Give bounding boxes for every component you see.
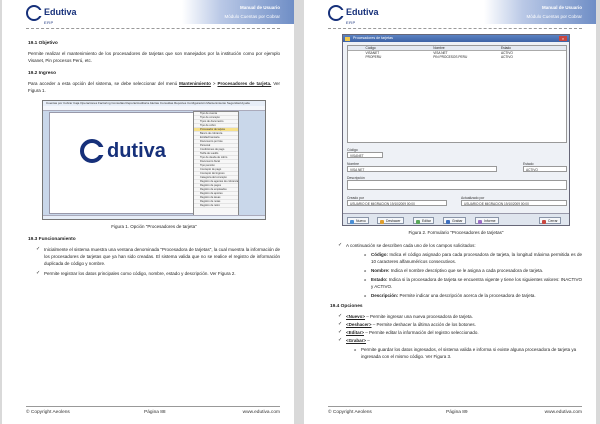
- left-content: [28, 40, 280, 280]
- footer-copyright: © Copyright Aeolens: [26, 410, 70, 415]
- list-item: [364, 276, 582, 290]
- form-button-bar: [343, 213, 569, 225]
- option-description: – Permite ingresar una nueva procesadora de tarjeta.: [365, 314, 473, 319]
- header-band: [182, 0, 294, 24]
- editar-label: Editar: [422, 219, 431, 223]
- edit-icon: [416, 220, 420, 224]
- field-description: Indica el código asignado para cada procesadora de tarjeta, la longitud máxima permitida es de 10 caracteres alfanuméricos consecutivos.: [371, 252, 582, 264]
- actualizado-field: USUARIO DE MIGRACION 19/10/2009 00:00: [461, 200, 567, 206]
- descripcion-field[interactable]: [347, 180, 567, 190]
- option-description: – Permite editar la información del registro seleccionado.: [364, 330, 479, 335]
- cerrar-label: Cerrar: [548, 219, 558, 223]
- menu-item[interactable]: Documento fiscal: [194, 160, 238, 164]
- grid-col-codigo[interactable]: Código: [365, 46, 376, 50]
- footer-website: www.edutiva.com: [242, 410, 280, 415]
- list-item: [338, 313, 582, 320]
- menu-item[interactable]: Personal: [194, 144, 238, 148]
- option-name: <Deshacer>: [346, 322, 372, 327]
- header-title: Manual de Usuario: [541, 5, 582, 10]
- menu-item[interactable]: Tipos de documento: [194, 120, 238, 124]
- field-description: Indica el nombre descriptivo que se le asigna a cada procesadora de tarjeta.: [389, 268, 544, 273]
- processors-grid[interactable]: [347, 45, 567, 143]
- nombre-field[interactable]: VISA NET: [347, 166, 497, 172]
- figure-1-screenshot: [42, 100, 266, 220]
- page-header: [304, 0, 596, 24]
- list-item: ✓ Permite registrar los datos principales como código, nombre, estado y descripción. Ver Figura 2.: [36, 270, 280, 277]
- field-name: Código:: [371, 252, 388, 257]
- cell-codigo: PROPERU: [365, 55, 382, 59]
- logo-subtext: ERP: [346, 19, 356, 25]
- option-name: <Editar>: [346, 330, 365, 335]
- objetivo-text: Permite realizar el mantenimiento de los procesadores de tarjetas que son manejados por la institución como por ejemplo Visanet, Pin procesos Perú, etc.: [28, 51, 280, 63]
- menu-item[interactable]: Registro de pagos: [194, 184, 238, 188]
- mantenimiento-dropdown: [193, 111, 239, 219]
- menu-link-mantenimiento[interactable]: Mantenimiento: [179, 81, 211, 86]
- editar-button[interactable]: [413, 217, 434, 224]
- menu-item[interactable]: Condiciones de pago: [194, 148, 238, 152]
- menu-item[interactable]: Entidad bancaria: [194, 136, 238, 140]
- nuevo-label: Nuevo: [356, 219, 366, 223]
- list-item: [364, 292, 582, 299]
- option-name: <Grabar>: [346, 338, 367, 343]
- menu-item[interactable]: Documento por lote: [194, 140, 238, 144]
- save-icon: [446, 220, 450, 224]
- ingreso-text: [28, 80, 280, 94]
- campos-intro: [338, 242, 582, 299]
- header-rule: [328, 28, 582, 29]
- logo-text: Edutiva: [44, 6, 77, 17]
- menu-item[interactable]: Tipo de deuda de cobro: [194, 156, 238, 160]
- logo-mark-icon: [26, 5, 42, 21]
- list-item: [338, 329, 582, 336]
- menu-item[interactable]: Concepto del ingreso: [194, 172, 238, 176]
- row-indicator: [348, 55, 366, 60]
- cell-nombre: PIN PROCESOS PERU: [433, 55, 468, 59]
- header-subtitle: Módulo Cuentas por Cobrar: [526, 14, 582, 19]
- label-codigo: Código: [347, 148, 358, 152]
- grid-col-select: [348, 46, 366, 50]
- table-row[interactable]: [348, 55, 566, 60]
- menu-item[interactable]: Concepto de pago: [194, 168, 238, 172]
- section-title-ingreso: 19.2 Ingreso: [28, 71, 56, 76]
- header-title: Manual de Usuario: [239, 5, 280, 10]
- app-logo-mark-icon: [80, 139, 104, 163]
- list-item: [338, 321, 582, 328]
- ingreso-text-a: Para acceder a esta opción del sistema, se debe seleccionar del menú: [28, 81, 180, 86]
- cell-nombre: VISA NET: [433, 50, 448, 55]
- grabar-sublist: [354, 346, 582, 360]
- app-logo-text: dutiva: [107, 139, 166, 162]
- estado-select[interactable]: ACTIVO: [523, 166, 567, 172]
- field-name: Nombre:: [371, 268, 390, 273]
- option-description: – Permite deshacer la última acción de los botones.: [371, 322, 476, 327]
- close-icon[interactable]: ×: [559, 36, 567, 41]
- list-item: [364, 267, 582, 274]
- label-actualizado: Actualizado por: [461, 196, 485, 200]
- form-window-icon: [345, 37, 350, 41]
- menu-item[interactable]: Banco de cobranza: [194, 132, 238, 136]
- ingreso-text-b: Ver Figura 1.: [28, 81, 280, 93]
- codigo-field[interactable]: VISANET: [347, 152, 383, 158]
- section-title-opciones: 19.4 Opciones: [330, 304, 363, 309]
- page-footer: [26, 406, 280, 416]
- menu-item[interactable]: Registro de áreas: [194, 196, 238, 200]
- close-icon: [542, 220, 546, 224]
- menu-link-procesadores[interactable]: Procesadores de tarjeta.: [217, 81, 272, 86]
- logo-text: Edutiva: [346, 6, 379, 17]
- informe-label: Informe: [484, 219, 496, 223]
- menu-item[interactable]: Categoría del concepto: [194, 176, 238, 180]
- cell-estado: ACTIVO: [500, 55, 513, 59]
- figure-2-caption: Figura 2. Formulario "Procesadores de tarjetas": [408, 230, 504, 235]
- new-icon: [350, 220, 354, 224]
- logo-subtext: ERP: [44, 19, 54, 25]
- option-description: –: [366, 338, 370, 343]
- form-title: Procesadores de tarjetas: [353, 36, 393, 40]
- field-description: Indica si la procesadora de tarjeta se encuentra vigente y tiene los siguientes valores: INACTIVO y ACTIVO.: [371, 277, 582, 289]
- menu-sep: >: [210, 81, 218, 86]
- field-name: Descripción:: [371, 293, 399, 298]
- grabar-label: Grabar: [452, 219, 463, 223]
- menu-item[interactable]: Procesador de tarjeta: [194, 128, 238, 132]
- menu-item[interactable]: Registro de aportes: [194, 192, 238, 196]
- menu-item[interactable]: Registro de agentes de cobranza: [194, 180, 238, 184]
- undo-icon: [380, 220, 384, 224]
- footer-copyright: © Copyright Aeolens: [328, 410, 372, 415]
- app-menubar: Cuentas por Cobrar Caja Operaciones Factoring Consultas Reporte/Auditoría Alertas Consultas Reportes Configuración Mantenimiento Seguridad Ayuda: [43, 101, 265, 106]
- opciones-list: [338, 313, 582, 344]
- field-description: Permite indicar una descripción acerca de la procesadora de tarjeta.: [398, 293, 536, 298]
- campos-list: [338, 242, 582, 299]
- cell-estado: ACTIVO: [500, 50, 513, 55]
- page-right: [304, 0, 596, 424]
- menu-item[interactable]: Tipo de cobro: [194, 124, 238, 128]
- right-content: [330, 34, 582, 362]
- app-main-window: [49, 112, 199, 214]
- grid-col-nombre[interactable]: Nombre: [433, 46, 445, 50]
- form-titlebar: [343, 35, 569, 42]
- menu-item[interactable]: Registro de empleados: [194, 188, 238, 192]
- logo-mark-icon: [328, 5, 344, 21]
- figure-2-form: [342, 34, 570, 226]
- section-title-funcionamiento: 19.3 Funcionamiento: [28, 237, 76, 242]
- deshacer-button[interactable]: [377, 217, 404, 224]
- menu-item[interactable]: Tipo de concepto: [194, 116, 238, 120]
- header-subtitle: Módulo Cuentas por Cobrar: [224, 14, 280, 19]
- header-band: [484, 0, 596, 24]
- list-item: [364, 251, 582, 265]
- deshacer-label: Deshacer: [386, 219, 401, 223]
- menu-item[interactable]: Registro de notas: [194, 200, 238, 204]
- list-item: ✓ Inicialmente el sistema muestra una ventana denominada "Procesadora de tarjetas", la cual muestra la información de los procesadores de tarjetas que ya han sido creadas. El sistema valida que no se realice el registro de información duplicada de código y nombre.: [36, 246, 280, 267]
- page-footer: [328, 406, 582, 416]
- footer-page-number: Página 89: [446, 410, 468, 415]
- menu-item[interactable]: Tipo de cuenta: [194, 112, 238, 116]
- edutiva-logo: [328, 3, 379, 23]
- app-statusbar: [43, 215, 265, 219]
- grabar-description: o Permite guardar los datos ingresados, el sistema valida e informa si existe alguna procesadora de tarjeta ya ingresada con el mismo código. Ver Figura 3.: [354, 346, 582, 360]
- footer-website: www.edutiva.com: [544, 410, 582, 415]
- footer-page-number: Página 88: [144, 410, 166, 415]
- figure-1-caption: Figura 1. Opción "Procesadores de tarjeta": [111, 224, 197, 229]
- campos-intro-text: A continuación se describen cada uno de los campos solicitados:: [346, 243, 476, 248]
- cerrar-button[interactable]: [539, 217, 561, 224]
- section-title-objetivo: 19.1 Objetivo: [28, 41, 58, 46]
- edutiva-logo: [26, 3, 77, 23]
- field-name: Estado:: [371, 277, 388, 282]
- list-item: [338, 337, 582, 344]
- menu-item[interactable]: Registro de retiro: [194, 204, 238, 208]
- grid-col-estado[interactable]: Estado: [500, 46, 511, 50]
- option-name: <Nuevo>: [346, 314, 366, 319]
- nuevo-button[interactable]: [347, 217, 369, 224]
- funcionamiento-list: [36, 246, 280, 277]
- header-rule: [26, 28, 280, 29]
- cell-codigo: VISANET: [365, 50, 380, 55]
- report-icon: [478, 220, 482, 224]
- label-nombre: Nombre: [347, 162, 360, 166]
- menu-item[interactable]: Tipo pensión: [194, 164, 238, 168]
- informe-button[interactable]: [475, 217, 499, 224]
- app-logo: [80, 139, 166, 163]
- grabar-button[interactable]: [443, 217, 466, 224]
- label-descripcion: Descripción: [347, 176, 365, 180]
- menu-item[interactable]: Tarifa de sueldo: [194, 152, 238, 156]
- page-left: [2, 0, 294, 424]
- creado-field: USUARIO DE MIGRACION 19/10/2009 00:00: [347, 200, 447, 206]
- label-estado: Estado: [523, 162, 534, 166]
- campos-sublist: [364, 251, 582, 299]
- page-header: [2, 0, 294, 24]
- label-creado: Creado por: [347, 196, 364, 200]
